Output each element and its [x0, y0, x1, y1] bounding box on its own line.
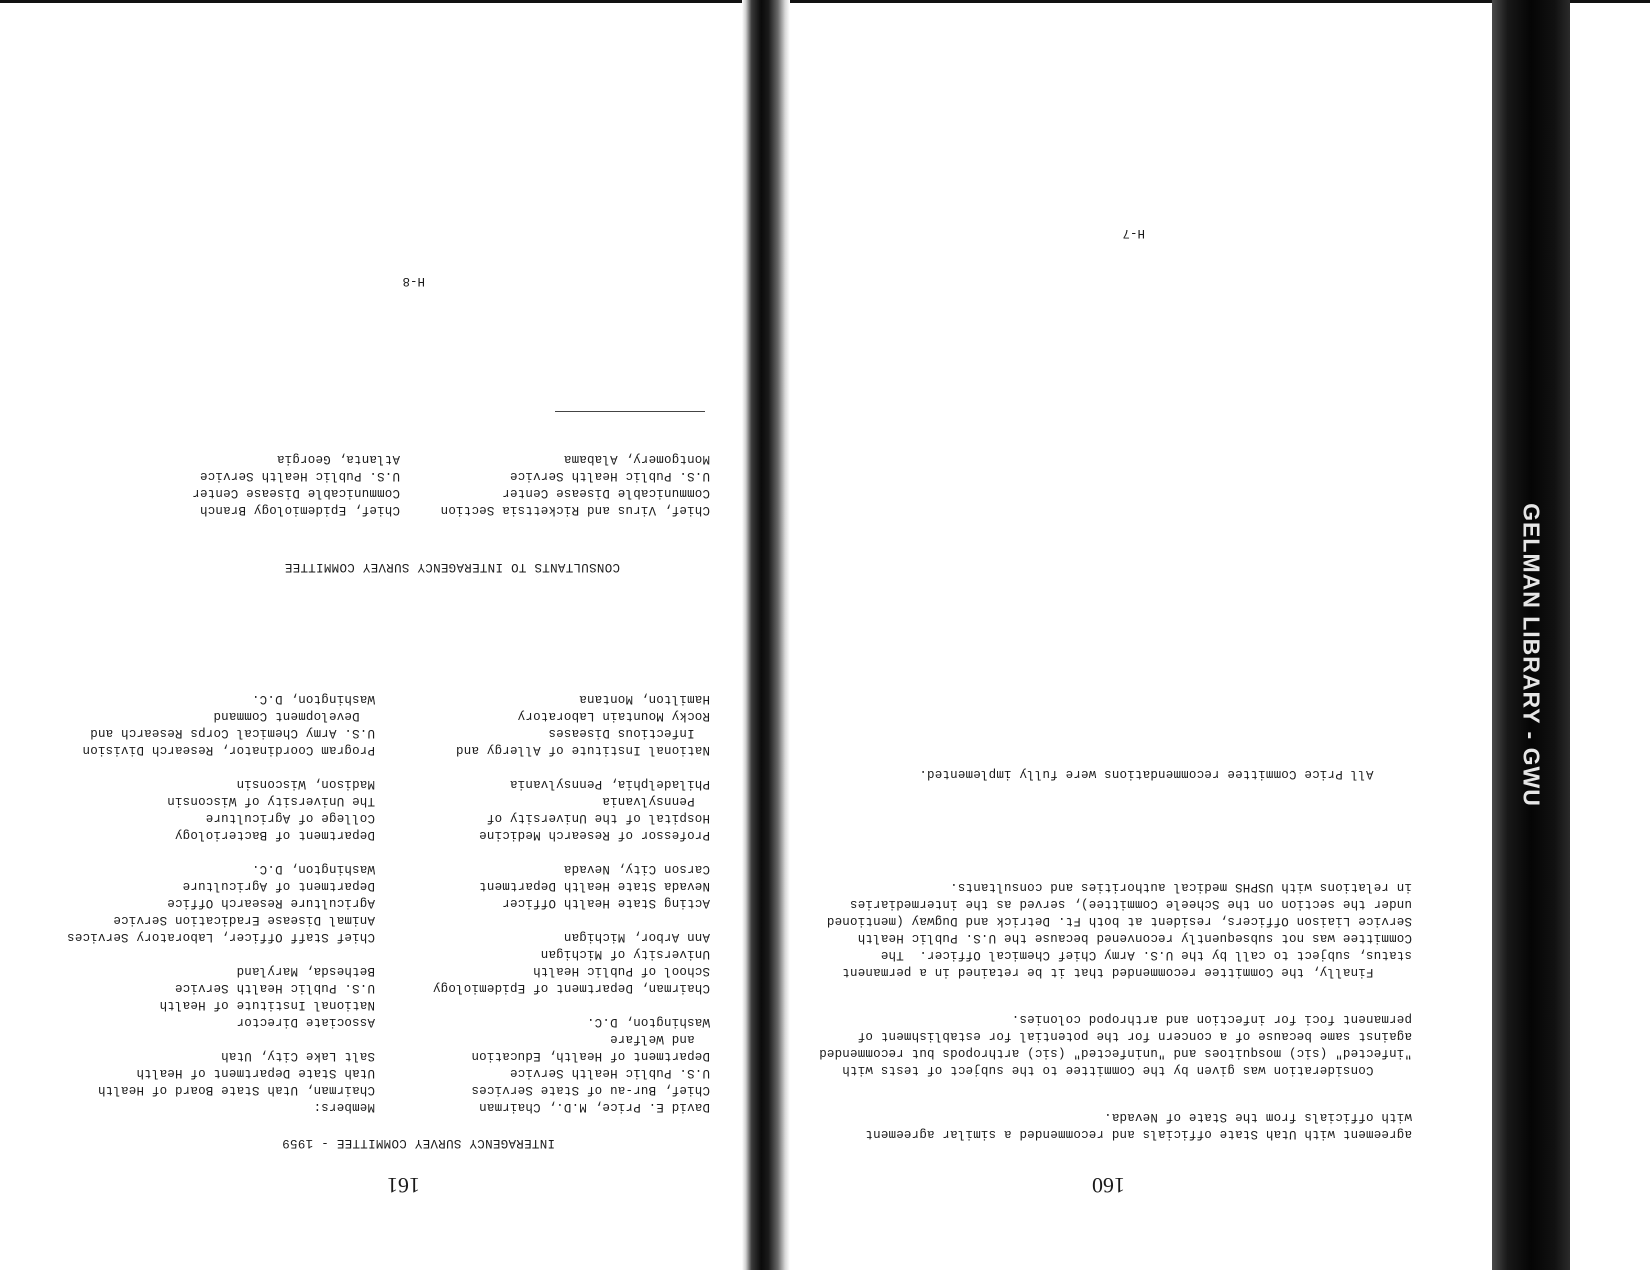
members-left-column: [380, 673, 710, 1115]
paragraph-4: All Price Committee recommendations were fully implemented.: [919, 767, 1412, 781]
member-entry: Program Coordinator, Research Division U.S. Army Chemical Corps Research and Development Command Washington, D.C.: [82, 692, 375, 757]
member-entry: Department of Bacteriology College of Agriculture The University of Wisconsin Madison, Wisconsin: [167, 777, 375, 842]
consultant-entry: Chief, Epidemiology Branch Communicable Disease Center U.S. Public Health Service Atlanta, Georgia: [192, 452, 400, 517]
library-stamp: GELMAN LIBRARY - GWU: [1518, 503, 1545, 807]
page-number-160: 160: [1092, 1173, 1125, 1198]
page-gutter: [742, 0, 790, 1270]
member-entry: National Institute of Allergy and Infectious Diseases Rocky Mountain Laboratory Hamilton, Montana: [455, 692, 710, 757]
page-number-161: 161: [387, 1173, 420, 1198]
consultants-title: CONSULTANTS TO INTERAGENCY SURVEY COMMITTEE: [284, 560, 620, 574]
member-entry: Members: Chairman, Utah State Board of Health Utah State Department of Health Salt Lake City, Utah: [97, 1049, 375, 1114]
member-entry: Chairman, Department of Epidemiology School of Public Health University of Michigan Ann Arbor, Michigan: [432, 930, 710, 995]
separator-line: [555, 411, 705, 412]
page-footer-h8: H-8: [402, 274, 425, 288]
members-right-column: [45, 673, 375, 1115]
paragraph-2: Consideration was given by the Committee to the subject of tests with "infected" (sic) mosquitoes and "uninfected" (sic) arthropods but recommended against same because of a concern for the potential for establishment of permanent foci for infection and arthropod colonies.: [819, 1012, 1412, 1077]
consultant-entry: Chief, Virus and Rickettsia Section Communicable Disease Center U.S. Public Health Service Montgomery, Alabama: [440, 452, 710, 517]
member-entry: Professor of Research Medicine Hospital of the University of Pennsylvania Philadelphia, Pennsylvania: [478, 777, 710, 842]
member-entry: David E. Price, M.D., Chairman Chief, Bur-au of State Services U.S. Public Health Service Department of Health, Education and Welfare Washington, D.C.: [471, 1015, 710, 1114]
paragraph-3: Finally, the Committee recommended that it be retained in a permanent status, subject to call by the U.S. Army Chief Chemical Officer. The Committee was not subsequently reconvened because the U.S. Public Health Service Liaison Officers, resident at both Ft. Detrick and Dugway (mentioned under the section on the Scheele Committee), served as the intermediaries in relations with USPHS medical authorities and consultants.: [826, 880, 1412, 979]
member-entry: Chief Staff Officer, Laboratory Services Animal Disease Eradication Service Agriculture Research Office Department of Agriculture Washington, D.C.: [66, 862, 375, 944]
page-footer-h7: H-7: [1122, 226, 1145, 240]
member-entry: Associate Director National Institute of Health U.S. Public Health Service Bethesda, Maryland: [159, 964, 375, 1029]
member-entry: Acting State Health Officer Nevada State Health Department Carson City, Nevada: [478, 862, 710, 910]
committee-title: INTERAGENCY SURVEY COMMITTEE - 1959: [281, 1136, 555, 1150]
paragraph-1: agreement with Utah State officials and recommended a similar agreement with officials from the State of Nevada.: [865, 1110, 1412, 1141]
